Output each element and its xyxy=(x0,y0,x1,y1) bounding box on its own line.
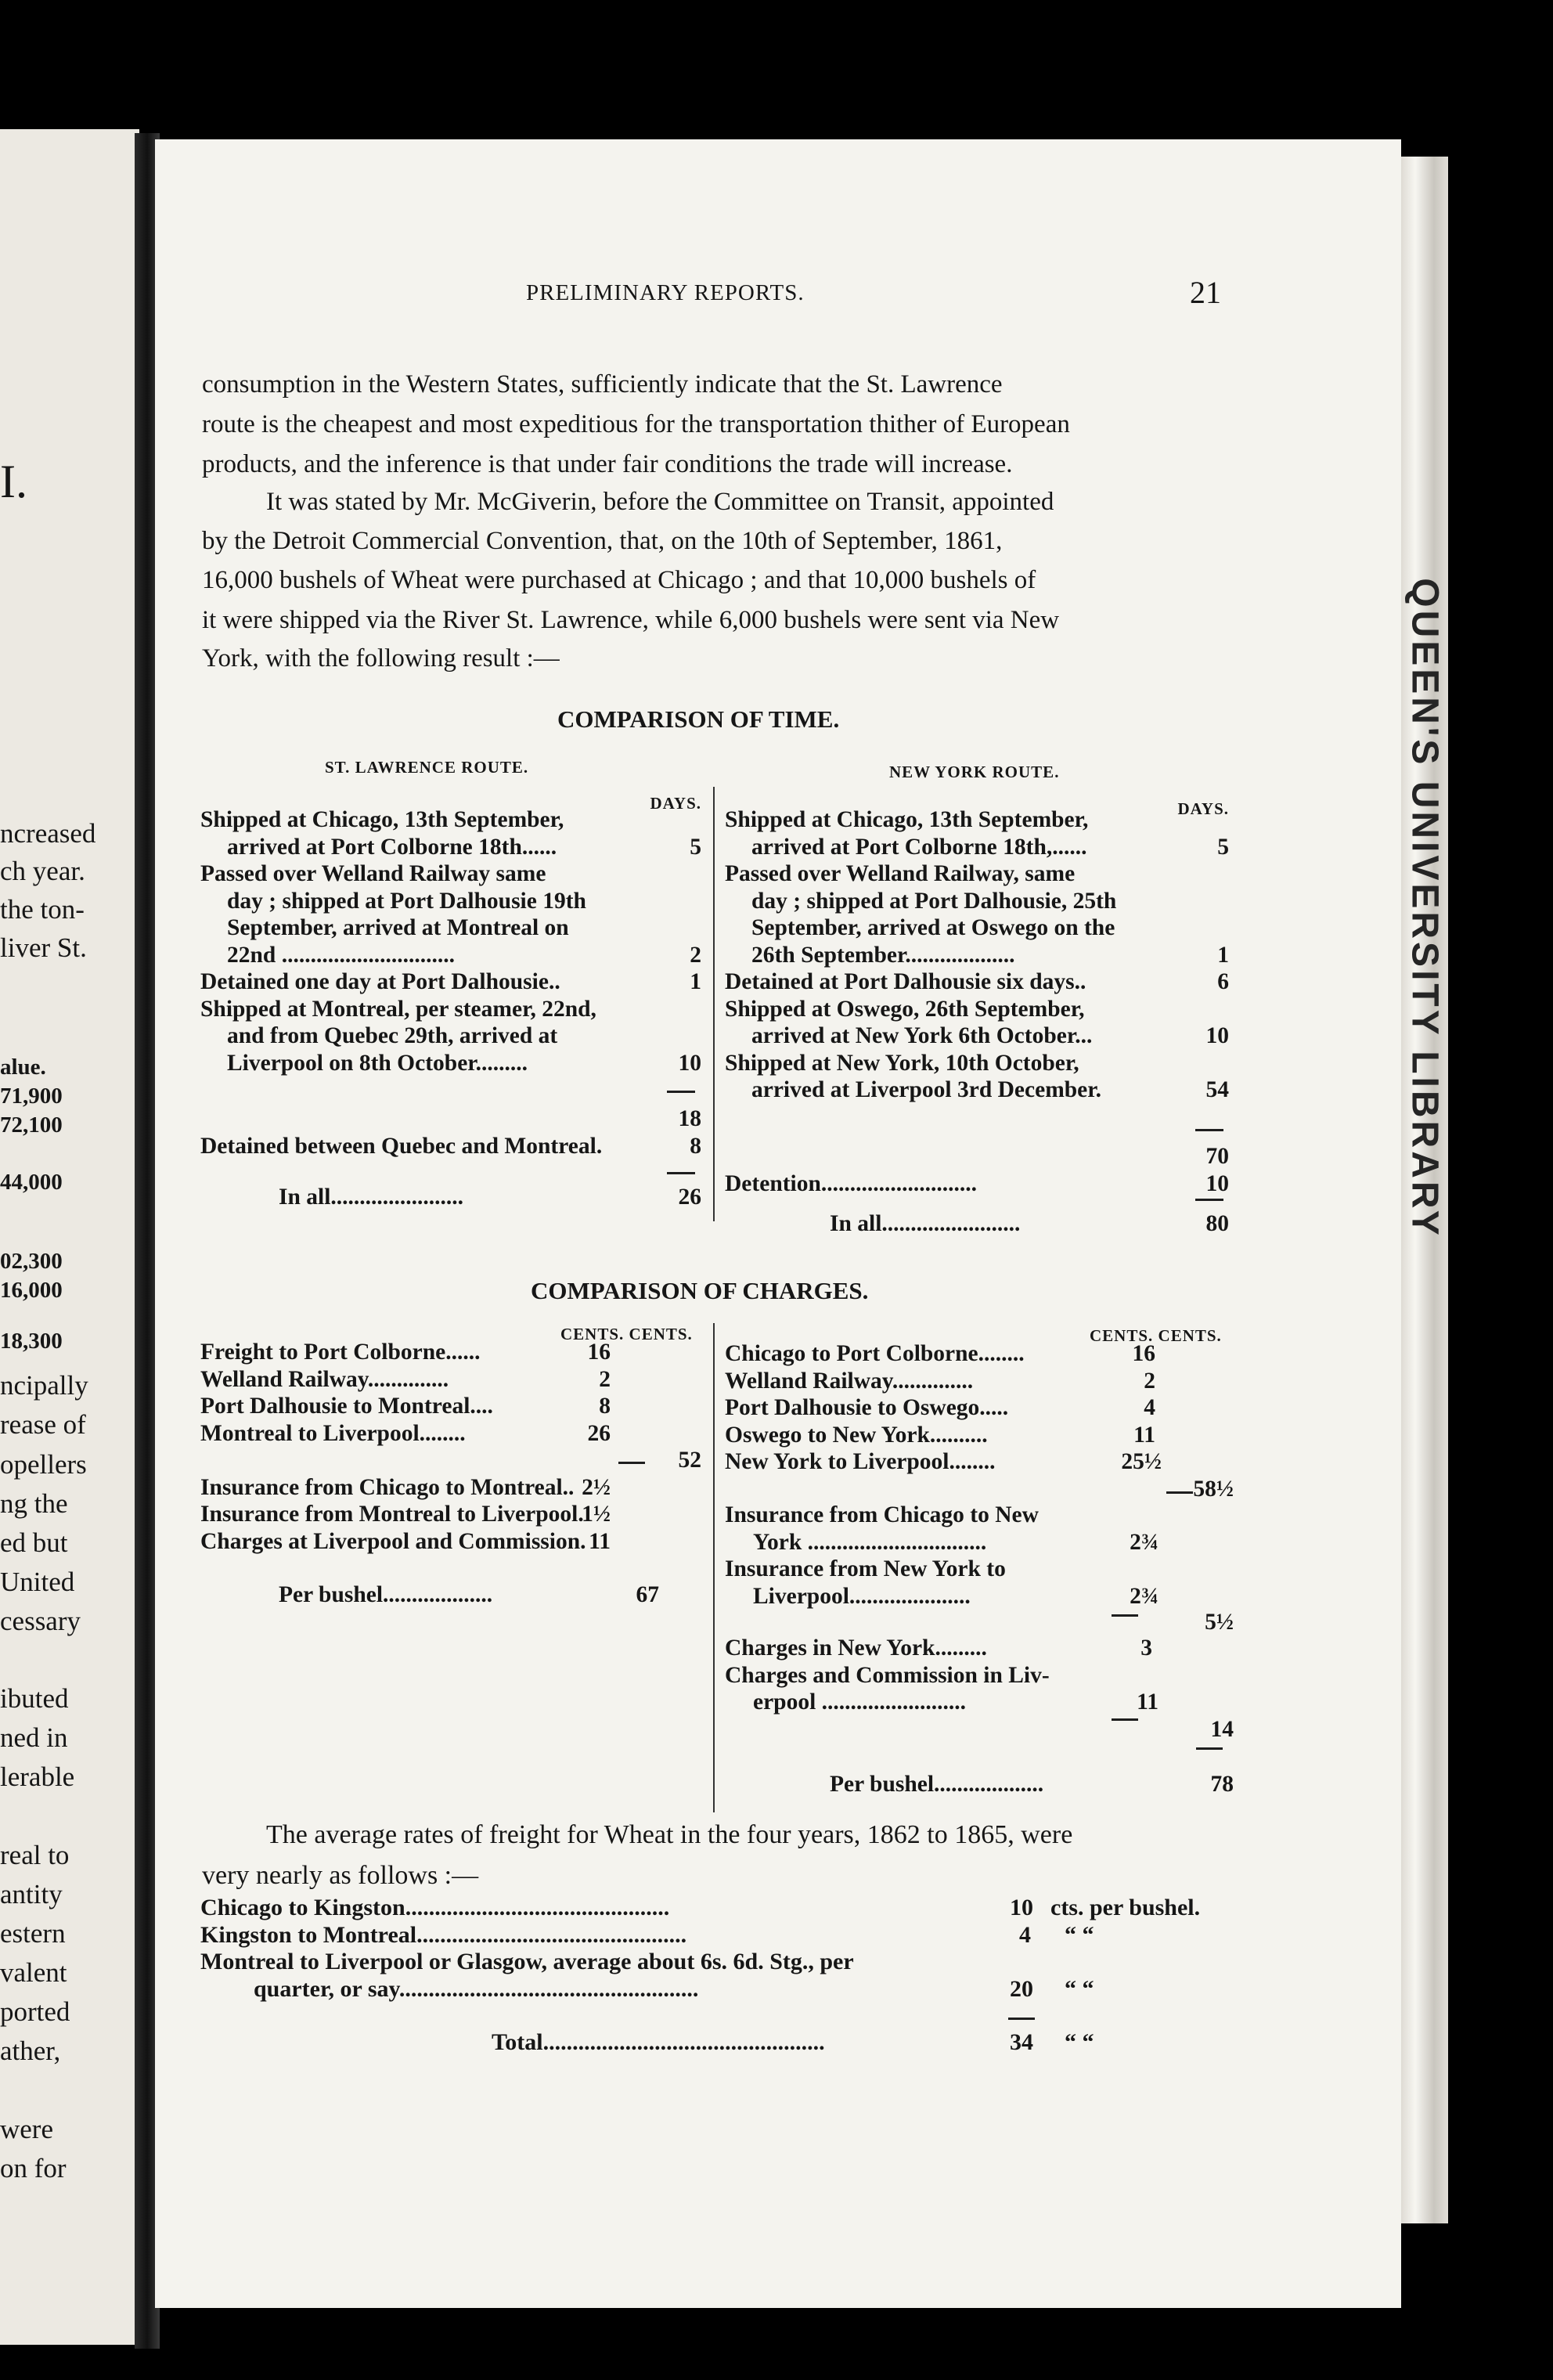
sum-rule xyxy=(1195,1129,1223,1131)
row-value: 2¾ xyxy=(1130,1529,1158,1555)
charges-right-sub2 xyxy=(725,1716,1234,1744)
row-label: Charges and Commission in Liv- xyxy=(725,1662,1050,1688)
rate-total-value: 34 xyxy=(1010,2029,1033,2055)
left-fragment: ibuted xyxy=(0,1683,69,1714)
charges-left-table xyxy=(200,1339,701,1555)
left-fragment: 16,000 xyxy=(0,1278,63,1303)
section-title-time: COMPARISON OF TIME. xyxy=(557,705,840,733)
row-value: 16 xyxy=(1132,1341,1155,1366)
total-label: Per bushel................... xyxy=(279,1582,493,1607)
row-value: 16 xyxy=(587,1340,611,1365)
unit-label: CENTS. CENTS. xyxy=(560,1325,693,1343)
total-value: 78 xyxy=(1210,1772,1234,1797)
row-label: Port Dalhousie to Montreal.... xyxy=(200,1394,493,1419)
rate-value: 4 xyxy=(1019,1921,1031,1948)
rates-intro-line: very nearly as follows :— xyxy=(202,1861,479,1890)
left-fragment: alue. xyxy=(0,1055,46,1080)
row-value: 2 xyxy=(1144,1368,1155,1394)
row-label: Liverpool on 8th October......... xyxy=(227,1050,528,1076)
left-fragment: cessary xyxy=(0,1606,81,1636)
row-value: 10 xyxy=(1205,1023,1229,1048)
unit-label: CENTS. CENTS. xyxy=(1090,1326,1222,1345)
row-label: York ............................... xyxy=(753,1529,987,1555)
total-label: In all....................... xyxy=(279,1185,464,1210)
rate-label: Chicago to Kingston............................................. xyxy=(200,1895,670,1920)
intro-line: route is the cheapest and most expeditious for the transportation thither of European xyxy=(202,410,1070,438)
intro-line: consumption in the Western States, sufficiently indicate that the St. Lawrence xyxy=(202,370,1003,398)
row-value: 5 xyxy=(1217,834,1229,860)
row-value: 1½ xyxy=(582,1502,611,1527)
sum-rule xyxy=(1008,2018,1035,2020)
sum-rule xyxy=(667,1172,695,1174)
column-divider xyxy=(713,787,715,1221)
row-label: day ; shipped at Port Dalhousie, 25th xyxy=(751,888,1117,914)
rate-value: 20 xyxy=(1010,1975,1033,2002)
row-value: 2¾ xyxy=(1130,1583,1158,1609)
sum-rule xyxy=(667,1091,695,1093)
row-value: 11 xyxy=(1137,1689,1158,1715)
total-value: 80 xyxy=(1205,1211,1229,1236)
subtotal-value: 58½ xyxy=(1193,1476,1234,1502)
intro-line: products, and the inference is that under fair conditions the trade will increase. xyxy=(202,450,1013,478)
total-value: 26 xyxy=(678,1185,701,1210)
row-value: 4 xyxy=(1144,1395,1155,1420)
left-fragment: liver St. xyxy=(0,932,87,963)
row-label: arrived at New York 6th October... xyxy=(751,1023,1093,1048)
total-label: Per bushel................... xyxy=(830,1772,1044,1797)
row-label: Shipped at Montreal, per steamer, 22nd, xyxy=(200,996,596,1022)
row-label: arrived at Port Colborne 18th,...... xyxy=(751,834,1087,860)
row-label: Shipped at Oswego, 26th September, xyxy=(725,996,1085,1022)
row-value: 8 xyxy=(690,1133,701,1159)
column-divider xyxy=(713,1323,715,1812)
row-label: arrived at Port Colborne 18th...... xyxy=(227,834,557,860)
row-label: 26th September................... xyxy=(751,942,1015,968)
row-label: 22nd .............................. xyxy=(227,942,455,968)
row-value: 8 xyxy=(599,1394,611,1419)
rate-unit: “ “ xyxy=(1065,1921,1094,1948)
row-label: Welland Railway.............. xyxy=(200,1366,449,1392)
running-title: PRELIMINARY REPORTS. xyxy=(526,280,805,305)
left-facing-page xyxy=(0,129,139,2345)
row-label: Welland Railway.............. xyxy=(725,1368,974,1394)
time-left-totals xyxy=(200,1105,701,1159)
row-label: Charges in New York......... xyxy=(725,1635,987,1661)
time-right-totals xyxy=(725,1143,1229,1197)
row-value: 1 xyxy=(1217,942,1229,968)
time-left-table xyxy=(200,806,701,1076)
left-fragment: ned in xyxy=(0,1722,68,1753)
row-label: Shipped at New York, 10th October, xyxy=(725,1050,1079,1076)
page-number: 21 xyxy=(1190,275,1221,310)
left-route-heading: ST. LAWRENCE ROUTE. xyxy=(325,758,529,777)
row-value: 6 xyxy=(1217,969,1229,994)
row-label: and from Quebec 29th, arrived at xyxy=(227,1023,558,1048)
row-label: Liverpool..................... xyxy=(753,1583,971,1609)
subtotal-value: 52 xyxy=(678,1448,701,1473)
left-fragment: opellers xyxy=(0,1449,87,1480)
row-value: 10 xyxy=(1205,1170,1229,1196)
charges-right-charges xyxy=(725,1635,1234,1716)
row-value: 5 xyxy=(690,834,701,860)
left-fragment: I. xyxy=(0,456,27,507)
row-value: 54 xyxy=(1205,1077,1229,1102)
charges-right-table xyxy=(725,1340,1234,1502)
charges-right-total xyxy=(725,1771,1234,1798)
charges-right-sub xyxy=(725,1609,1234,1636)
row-value: 2½ xyxy=(582,1474,611,1500)
left-fragment: ported xyxy=(0,1996,70,2027)
row-value: 1 xyxy=(690,969,701,994)
total-value: 67 xyxy=(636,1582,659,1607)
row-label: Detained between Quebec and Montreal. xyxy=(200,1133,603,1159)
row-value: 3 xyxy=(1140,1635,1152,1661)
left-fragment: 02,300 xyxy=(0,1249,63,1274)
row-value: 25½ xyxy=(1121,1449,1162,1474)
intro-line: it were shipped via the River St. Lawrence, while 6,000 bushels were sent via New xyxy=(202,606,1060,634)
rates-intro-line: The average rates of freight for Wheat in the four years, 1862 to 1865, were xyxy=(266,1820,1073,1849)
rates-table xyxy=(200,1895,1234,2003)
rate-label: quarter, or say................................................... xyxy=(254,1975,699,2002)
row-label: Oswego to New York.......... xyxy=(725,1422,988,1448)
right-route-heading: NEW YORK ROUTE. xyxy=(889,763,1060,781)
row-value: 11 xyxy=(589,1528,611,1554)
row-label: Freight to Port Colborne...... xyxy=(200,1340,481,1365)
time-right-table xyxy=(725,806,1229,1104)
subtotal-value: 14 xyxy=(1210,1717,1234,1742)
row-label: Shipped at Chicago, 13th September, xyxy=(200,807,564,832)
left-fragment: 72,100 xyxy=(0,1112,63,1138)
left-fragment: lerable xyxy=(0,1762,75,1792)
left-fragment: valent xyxy=(0,1957,67,1988)
left-fragment: antity xyxy=(0,1879,63,1909)
library-stamp: QUEEN'S UNIVERSITY LIBRARY xyxy=(1403,578,1446,1239)
left-fragment: ncreased xyxy=(0,818,96,849)
left-fragment: real to xyxy=(0,1840,70,1870)
unit-label: DAYS. xyxy=(650,794,701,813)
left-fragment: estern xyxy=(0,1918,66,1949)
left-fragment: United xyxy=(0,1567,75,1597)
row-label: erpool ......................... xyxy=(753,1689,967,1715)
row-label: Insurance from Montreal to Liverpool. xyxy=(200,1502,584,1527)
sum-rule xyxy=(1195,1199,1223,1201)
sum-rule xyxy=(618,1462,645,1464)
row-label: Charges at Liverpool and Commission. xyxy=(200,1528,586,1554)
left-fragment: were xyxy=(0,2114,54,2144)
row-value: 11 xyxy=(1133,1422,1155,1448)
row-label: Detained one day at Port Dalhousie.. xyxy=(200,969,560,994)
time-right-total xyxy=(725,1210,1229,1238)
row-value: 2 xyxy=(599,1366,611,1392)
intro-line: by the Detroit Commercial Convention, that, on the 10th of September, 1861, xyxy=(202,527,1003,555)
row-value: 10 xyxy=(678,1050,701,1076)
rate-total-label: Total................................................ xyxy=(492,2029,825,2055)
row-label: day ; shipped at Port Dalhousie 19th xyxy=(227,888,586,914)
left-fragment: 71,900 xyxy=(0,1084,63,1109)
intro-line: It was stated by Mr. McGiverin, before the Committee on Transit, appointed xyxy=(266,488,1054,516)
row-label: September, arrived at Montreal on xyxy=(227,915,569,940)
rate-unit: “ “ xyxy=(1065,1975,1094,2002)
left-fragment: ch year. xyxy=(0,856,85,886)
row-label: Insurance from Chicago to Montreal.. xyxy=(200,1474,575,1500)
row-value: 26 xyxy=(587,1420,611,1446)
row-label: Shipped at Chicago, 13th September, xyxy=(725,807,1089,832)
time-left-total xyxy=(200,1184,701,1211)
subtotal-value: 18 xyxy=(678,1106,701,1131)
sum-rule xyxy=(1166,1491,1193,1494)
rate-value: 10 xyxy=(1010,1895,1033,1920)
sum-rule xyxy=(1196,1747,1223,1750)
row-label: arrived at Liverpool 3rd December. xyxy=(751,1077,1102,1102)
row-label: Passed over Welland Railway, same xyxy=(725,861,1076,886)
section-title-charges: COMPARISON OF CHARGES. xyxy=(531,1277,869,1304)
left-fragment: the ton- xyxy=(0,894,85,925)
row-label: Passed over Welland Railway same xyxy=(200,861,546,886)
row-label: Insurance from New York to xyxy=(725,1556,1006,1581)
row-label: Port Dalhousie to Oswego..... xyxy=(725,1395,1009,1420)
row-label: Chicago to Port Colborne........ xyxy=(725,1341,1025,1366)
row-label: Detained at Port Dalhousie six days.. xyxy=(725,969,1086,994)
row-value: 2 xyxy=(690,942,701,968)
left-fragment: rease of xyxy=(0,1409,86,1440)
subtotal-value: 5½ xyxy=(1205,1610,1234,1635)
row-label: Montreal to Liverpool........ xyxy=(200,1420,466,1446)
unit-label: DAYS. xyxy=(1177,799,1229,818)
left-fragment: ed but xyxy=(0,1527,68,1558)
left-fragment: ather, xyxy=(0,2036,61,2066)
left-fragment: on for xyxy=(0,2153,67,2183)
rate-label: Kingston to Montreal.............................................. xyxy=(200,1921,687,1948)
charges-right-insurance xyxy=(725,1502,1234,1610)
rates-total xyxy=(200,2029,1234,2057)
left-fragment: ng the xyxy=(0,1488,68,1519)
total-label: In all........................ xyxy=(830,1211,1021,1236)
intro-line: York, with the following result :— xyxy=(202,644,560,673)
left-fragment: ncipally xyxy=(0,1370,88,1401)
row-label: Insurance from Chicago to New xyxy=(725,1502,1039,1527)
rate-unit: cts. per bushel. xyxy=(1050,1895,1201,1920)
rate-unit: “ “ xyxy=(1065,2029,1094,2055)
charges-left-total xyxy=(200,1581,701,1609)
row-label: Detention........................... xyxy=(725,1170,978,1196)
row-label: New York to Liverpool........ xyxy=(725,1449,996,1474)
subtotal-value: 70 xyxy=(1205,1144,1229,1169)
row-label: September, arrived at Oswego on the xyxy=(751,915,1115,940)
intro-line: 16,000 bushels of Wheat were purchased at Chicago ; and that 10,000 bushels of xyxy=(202,566,1036,594)
left-fragment: 18,300 xyxy=(0,1329,63,1354)
rate-label: Montreal to Liverpool or Glasgow, average about 6s. 6d. Stg., per xyxy=(200,1949,854,1974)
left-fragment: 44,000 xyxy=(0,1170,63,1195)
